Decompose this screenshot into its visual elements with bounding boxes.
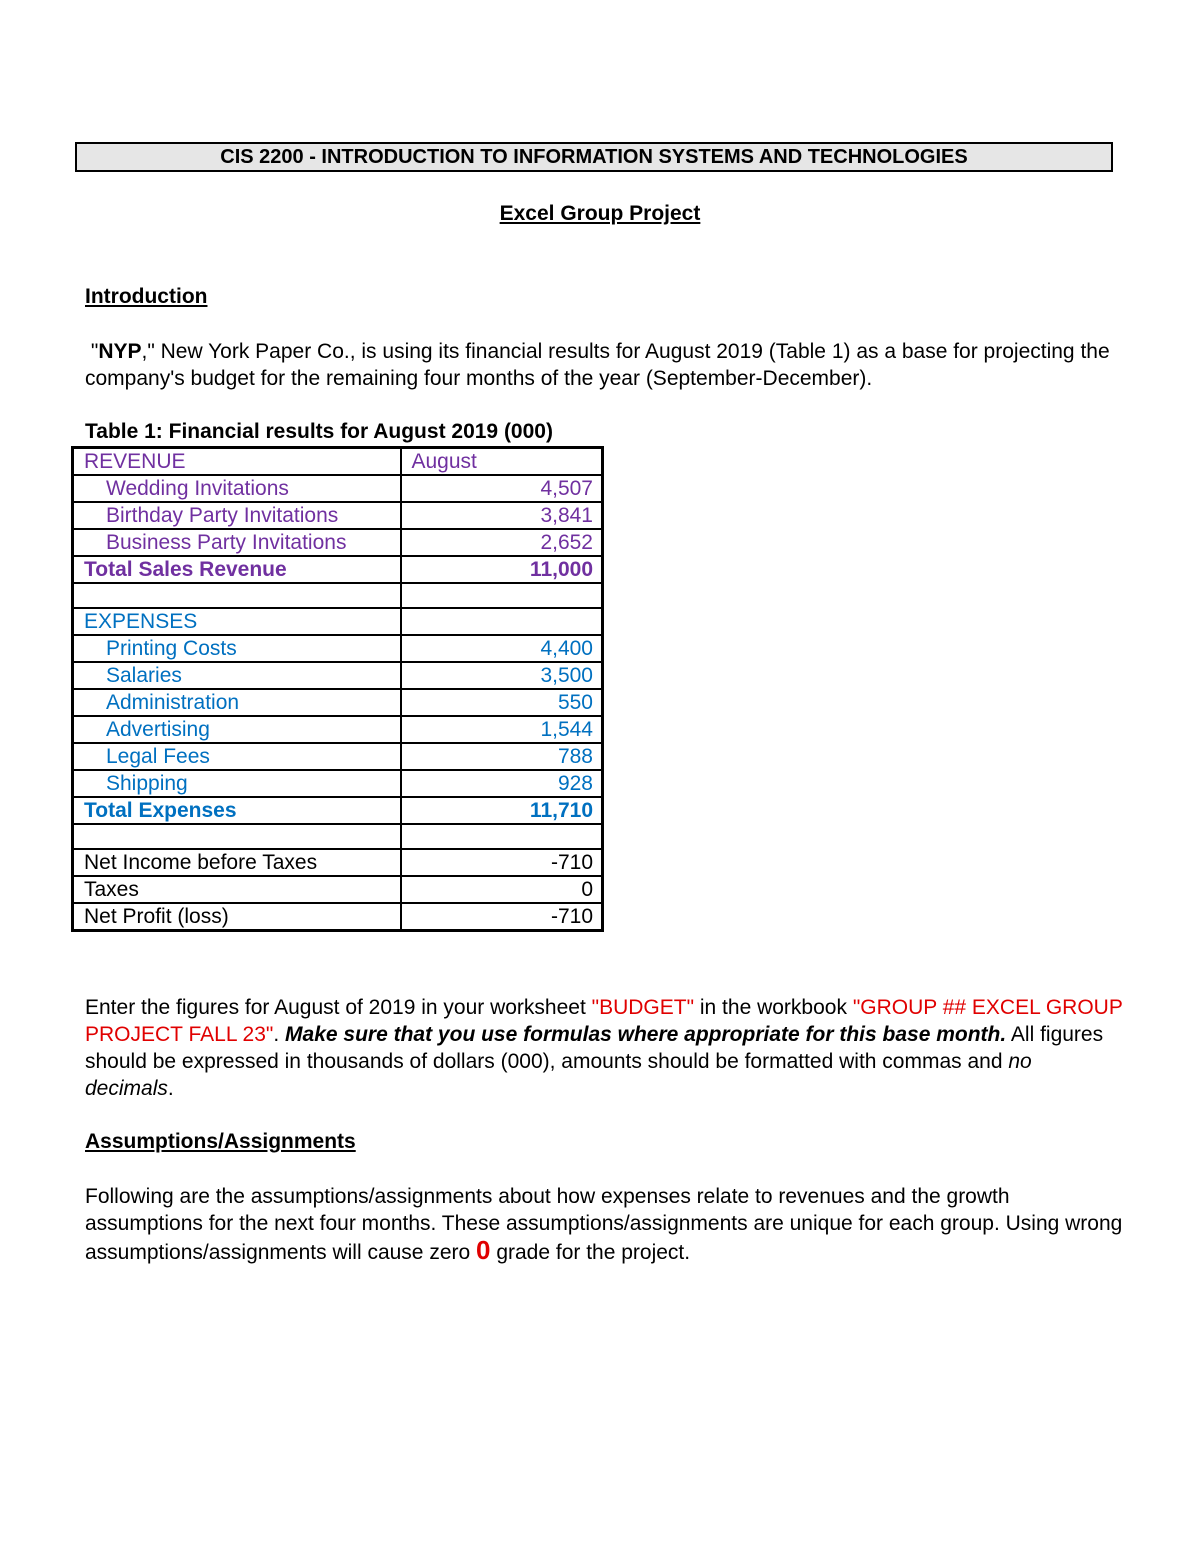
company-abbr: NYP xyxy=(98,340,142,363)
table-row xyxy=(73,903,603,931)
row-value: 928 xyxy=(401,770,603,797)
project-title: Excel Group Project xyxy=(499,202,701,225)
table-row xyxy=(73,448,603,476)
empty-cell xyxy=(401,824,603,849)
table-row xyxy=(73,689,603,716)
course-title: CIS 2200 - INTRODUCTION TO INFORMATION SYSTEMS AND TECHNOLOGIES xyxy=(220,145,968,168)
row-value: 0 xyxy=(401,876,603,903)
row-value: 4,507 xyxy=(401,475,603,502)
table-row xyxy=(73,635,603,662)
empty-cell xyxy=(401,583,603,608)
empty-cell xyxy=(401,608,603,635)
table-row-empty xyxy=(73,583,603,608)
row-label: Net Income before Taxes xyxy=(73,849,401,876)
row-label: Salaries xyxy=(73,662,401,689)
table-row xyxy=(73,529,603,556)
row-value: 788 xyxy=(401,743,603,770)
worksheet-name: "BUDGET" xyxy=(591,996,695,1019)
table-row xyxy=(73,797,603,824)
assumptions-heading: Assumptions/Assignments xyxy=(85,1130,356,1153)
table-row xyxy=(73,743,603,770)
row-label: Administration xyxy=(73,689,401,716)
instr-text-2: in the workbook xyxy=(694,996,853,1019)
table-row xyxy=(73,502,603,529)
financial-results-table xyxy=(71,446,604,932)
intro-open-quote: " xyxy=(90,340,99,363)
month-header: August xyxy=(401,448,603,476)
intro-text: ," New York Paper Co., is using its financial results for August 2019 (Table 1) as a base for projecting the company's budget for the remaining four months of the year (September-December). xyxy=(85,340,1110,390)
table-row xyxy=(73,876,603,903)
table-row xyxy=(73,662,603,689)
total-expenses-value: 11,710 xyxy=(401,797,603,824)
course-title-box xyxy=(75,142,1113,172)
instructions-paragraph xyxy=(85,994,1125,1102)
zero-grade: 0 xyxy=(476,1235,491,1265)
project-title-wrap xyxy=(0,202,1200,226)
row-label: Wedding Invitations xyxy=(73,475,401,502)
instr-text-1: Enter the figures for August of 2019 in your worksheet xyxy=(85,996,592,1019)
row-value: -710 xyxy=(401,849,603,876)
instr-text-3: . xyxy=(273,1023,286,1046)
table-caption: Table 1: Financial results for August 2019 (000) xyxy=(85,420,553,443)
table-row xyxy=(73,556,603,583)
table-row-empty xyxy=(73,824,603,849)
row-label: Business Party Invitations xyxy=(73,529,401,556)
row-label: Legal Fees xyxy=(73,743,401,770)
table-row xyxy=(73,608,603,635)
table-row xyxy=(73,770,603,797)
row-value: 3,841 xyxy=(401,502,603,529)
assumptions-text-1: Following are the assumptions/assignments about how expenses relate to revenues and the growth assumptions for the next four months. These assumptions/assignments are unique for each group. Using wrong assumptions/assignments will cause zero xyxy=(85,1185,1123,1264)
revenue-header: REVENUE xyxy=(73,448,401,476)
empty-cell xyxy=(73,583,401,608)
table-row xyxy=(73,716,603,743)
row-value: 4,400 xyxy=(401,635,603,662)
introduction-heading: Introduction xyxy=(85,285,208,308)
row-label: Advertising xyxy=(73,716,401,743)
row-value: 550 xyxy=(401,689,603,716)
row-label: Net Profit (loss) xyxy=(73,903,401,931)
intro-paragraph xyxy=(85,338,1125,392)
table-row xyxy=(73,475,603,502)
workbook-name: "GROUP ## EXCEL GROUP PROJECT FALL 23" xyxy=(85,996,1123,1046)
assumptions-paragraph xyxy=(85,1183,1125,1266)
instr-text-4: All figures should be expressed in thousands of dollars (000), amounts should be formatted with commas and xyxy=(85,1023,1104,1073)
total-expenses-label: Total Expenses xyxy=(73,797,401,824)
row-label: Taxes xyxy=(73,876,401,903)
row-value: 3,500 xyxy=(401,662,603,689)
total-revenue-label: Total Sales Revenue xyxy=(73,556,401,583)
instr-text-5: . xyxy=(167,1077,174,1100)
row-value: 1,544 xyxy=(401,716,603,743)
expenses-header: EXPENSES xyxy=(73,608,401,635)
assumptions-text-2: grade for the project. xyxy=(490,1241,691,1264)
empty-cell xyxy=(73,824,401,849)
row-value: 2,652 xyxy=(401,529,603,556)
row-value: -710 xyxy=(401,903,603,931)
row-label: Shipping xyxy=(73,770,401,797)
total-revenue-value: 11,000 xyxy=(401,556,603,583)
table-row xyxy=(73,849,603,876)
no-decimals: no decimals xyxy=(85,1050,1032,1100)
row-label: Printing Costs xyxy=(73,635,401,662)
row-label: Birthday Party Invitations xyxy=(73,502,401,529)
formula-emphasis: Make sure that you use formulas where appropriate for this base month. xyxy=(285,1023,1007,1046)
